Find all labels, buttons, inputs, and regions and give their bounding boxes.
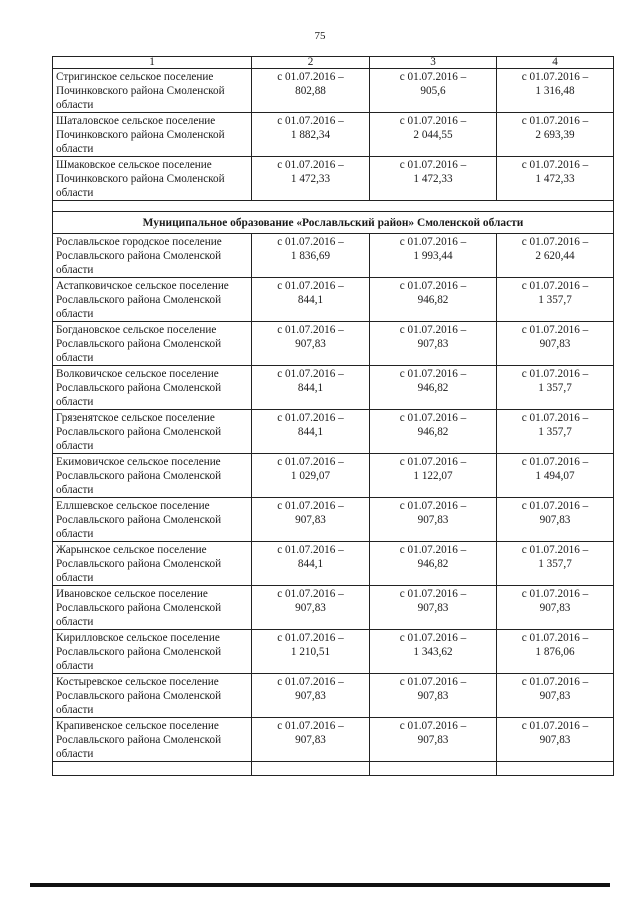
tariff-cell-col2 (252, 366, 370, 410)
table-row (53, 586, 614, 630)
tariff-cell-col2 (252, 542, 370, 586)
tariff-cell-col4 (497, 366, 614, 410)
table-row (53, 278, 614, 322)
tariff-value: 907,83 (295, 338, 326, 350)
tariff-cell-col2 (252, 674, 370, 718)
tariff-value: 2 620,44 (535, 250, 575, 262)
settlement-name: Волковичское сельское поселение Рославльского района Смоленской области (53, 366, 252, 410)
table-body-top (53, 69, 614, 201)
table-row (53, 630, 614, 674)
column-header-4: 4 (497, 57, 614, 69)
tariff-cell-col3 (370, 630, 497, 674)
tariff-date: с 01.07.2016 – (521, 632, 589, 644)
tariff-cell-col4 (497, 630, 614, 674)
tariff-value: 907,83 (295, 602, 326, 614)
page-number: 75 (314, 30, 326, 42)
tariff-value: 844,1 (297, 558, 324, 570)
tariff-date: с 01.07.2016 – (399, 456, 467, 468)
tariff-value: 844,1 (297, 294, 324, 306)
settlement-name: Крапивенское сельское поселение Рославльского района Смоленской области (53, 718, 252, 762)
settlement-name: Екимовичское сельское поселение Рославльского района Смоленской области (53, 454, 252, 498)
settlement-name: Рославльское городское поселение Рославльского района Смоленской области (53, 234, 252, 278)
settlement-name: Еллшевское сельское поселение Рославльского района Смоленской области (53, 498, 252, 542)
tariff-date: с 01.07.2016 – (521, 115, 589, 127)
tariff-cell-col3 (370, 454, 497, 498)
tariff-cell-col2 (252, 113, 370, 157)
tariff-date: с 01.07.2016 – (399, 280, 467, 292)
tariff-date: с 01.07.2016 – (277, 412, 344, 424)
settlement-name: Шмаковское сельское поселение Починковского района Смоленской области (53, 157, 252, 201)
tariff-value: 1 357,7 (538, 426, 572, 438)
tariff-date: с 01.07.2016 – (399, 676, 467, 688)
tariff-value: 844,1 (297, 382, 324, 394)
table-row (53, 366, 614, 410)
tariff-cell-col2 (252, 234, 370, 278)
tariff-date: с 01.07.2016 – (277, 632, 344, 644)
tariff-value: 1 494,07 (535, 470, 575, 482)
tariff-value: 1 029,07 (290, 470, 331, 482)
tariff-cell-col3 (370, 69, 497, 113)
settlement-name: Жарынское сельское поселение Рославльского района Смоленской области (53, 542, 252, 586)
settlement-name: Грязенятское сельское поселение Рославльского района Смоленской области (53, 410, 252, 454)
tariff-cell-col4 (497, 454, 614, 498)
tariff-date: с 01.07.2016 – (399, 632, 467, 644)
tariff-date: с 01.07.2016 – (521, 236, 589, 248)
tariff-cell-col2 (252, 322, 370, 366)
section-header-row (53, 212, 614, 234)
tariff-cell-col4 (497, 542, 614, 586)
settlement-name: Шаталовское сельское поселение Починковского района Смоленской области (53, 113, 252, 157)
tariff-date: с 01.07.2016 – (399, 720, 467, 732)
tariff-date: с 01.07.2016 – (399, 368, 467, 380)
tariff-value: 1 343,62 (413, 646, 453, 658)
settlement-name: Стригинское сельское поселение Починковского района Смоленской области (53, 69, 252, 113)
table-body-bottom (53, 234, 614, 762)
tariff-cell-col2 (252, 454, 370, 498)
tariff-cell-col3 (370, 410, 497, 454)
tariff-date: с 01.07.2016 – (399, 324, 467, 336)
table-row (53, 498, 614, 542)
tariff-value: 2 693,39 (535, 129, 575, 141)
tariff-date: с 01.07.2016 – (277, 456, 344, 468)
tariff-value: 1 472,33 (290, 173, 331, 185)
tariff-cell-col2 (252, 278, 370, 322)
tariff-value: 1 357,7 (538, 294, 572, 306)
tariff-cell-col3 (370, 586, 497, 630)
tariff-date: с 01.07.2016 – (399, 500, 467, 512)
tariff-cell-col4 (497, 586, 614, 630)
column-number-row (53, 57, 614, 69)
tariff-cell-col3 (370, 366, 497, 410)
table-row (53, 454, 614, 498)
tariff-value: 907,83 (295, 690, 326, 702)
settlement-name: Костыревское сельское поселение Рославльского района Смоленской области (53, 674, 252, 718)
tariff-date: с 01.07.2016 – (521, 588, 589, 600)
table-row (53, 674, 614, 718)
tariff-value: 907,83 (417, 690, 449, 702)
tariff-value: 1 210,51 (290, 646, 331, 658)
column-header-3: 3 (370, 57, 497, 69)
tariff-cell-col4 (497, 410, 614, 454)
tariff-cell-col4 (497, 157, 614, 201)
tariff-cell-col4 (497, 718, 614, 762)
tariff-value: 802,88 (295, 85, 326, 97)
tariff-date: с 01.07.2016 – (399, 71, 467, 83)
tariff-cell-col2 (252, 718, 370, 762)
tariff-cell-col4 (497, 498, 614, 542)
tariff-value: 946,82 (417, 558, 449, 570)
tariff-date: с 01.07.2016 – (277, 280, 344, 292)
tariff-date: с 01.07.2016 – (521, 368, 589, 380)
table-row (53, 322, 614, 366)
table-row (53, 157, 614, 201)
tariff-date: с 01.07.2016 – (277, 676, 344, 688)
tariff-cell-col3 (370, 234, 497, 278)
tariff-cell-col2 (252, 410, 370, 454)
tariff-date: с 01.07.2016 – (277, 368, 344, 380)
table-row (53, 542, 614, 586)
column-header-2: 2 (252, 57, 370, 69)
tariff-cell-col3 (370, 278, 497, 322)
tariff-cell-col4 (497, 674, 614, 718)
tariff-date: с 01.07.2016 – (521, 324, 589, 336)
tariff-cell-col3 (370, 498, 497, 542)
tariff-date: с 01.07.2016 – (399, 544, 467, 556)
tariff-value: 844,1 (297, 426, 324, 438)
tariff-date: с 01.07.2016 – (399, 236, 467, 248)
settlement-name: Астапковичское сельское поселение Рославльского района Смоленской области (53, 278, 252, 322)
tariff-cell-col4 (497, 113, 614, 157)
tariff-cell-col2 (252, 69, 370, 113)
tariff-value: 1 122,07 (413, 470, 453, 482)
tariff-value: 907,83 (417, 734, 449, 746)
tariff-date: с 01.07.2016 – (521, 544, 589, 556)
tariff-cell-col3 (370, 542, 497, 586)
tariff-cell-col2 (252, 630, 370, 674)
tariff-cell-col3 (370, 718, 497, 762)
tariff-value: 907,83 (539, 734, 571, 746)
tariff-date: с 01.07.2016 – (521, 720, 589, 732)
table-row (53, 113, 614, 157)
tariff-cell-col3 (370, 113, 497, 157)
tariff-value: 1 357,7 (538, 558, 572, 570)
tariff-value: 1 472,33 (535, 173, 575, 185)
tariff-cell-col3 (370, 674, 497, 718)
tariff-table (52, 56, 614, 776)
tariff-value: 946,82 (417, 294, 449, 306)
tariff-cell-col4 (497, 278, 614, 322)
table-row (53, 69, 614, 113)
tariff-date: с 01.07.2016 – (521, 500, 589, 512)
tariff-date: с 01.07.2016 – (521, 159, 589, 171)
tariff-value: 946,82 (417, 426, 449, 438)
tariff-date: с 01.07.2016 – (277, 236, 344, 248)
settlement-name: Кирилловское сельское поселение Рославльского района Смоленской области (53, 630, 252, 674)
tariff-value: 1 836,69 (290, 250, 331, 262)
tariff-cell-col2 (252, 586, 370, 630)
table-row (53, 410, 614, 454)
tariff-value: 1 316,48 (535, 85, 575, 97)
spacer-row (53, 201, 614, 212)
tariff-value: 946,82 (417, 382, 449, 394)
tariff-value: 1 357,7 (538, 382, 572, 394)
settlement-name: Богдановское сельское поселение Рославльского района Смоленской области (53, 322, 252, 366)
tariff-date: с 01.07.2016 – (399, 588, 467, 600)
tariff-date: с 01.07.2016 – (521, 71, 589, 83)
tariff-date: с 01.07.2016 – (521, 412, 589, 424)
tariff-cell-col3 (370, 157, 497, 201)
tariff-cell-col2 (252, 498, 370, 542)
tariff-value: 907,83 (295, 514, 326, 526)
tariff-date: с 01.07.2016 – (399, 412, 467, 424)
tariff-date: с 01.07.2016 – (399, 159, 467, 171)
tariff-cell-col3 (370, 322, 497, 366)
tariff-date: с 01.07.2016 – (277, 544, 344, 556)
section-block (53, 201, 614, 234)
column-header-1: 1 (53, 57, 252, 69)
tariff-cell-col4 (497, 322, 614, 366)
tariff-value: 1 472,33 (413, 173, 453, 185)
tariff-date: с 01.07.2016 – (399, 115, 467, 127)
tariff-value: 907,83 (417, 338, 449, 350)
tariff-date: с 01.07.2016 – (277, 71, 344, 83)
tariff-value: 1 882,34 (290, 129, 331, 141)
tariff-date: с 01.07.2016 – (521, 676, 589, 688)
tariff-value: 907,83 (417, 514, 449, 526)
footer-rule (30, 883, 610, 887)
tariff-date: с 01.07.2016 – (277, 500, 344, 512)
tariff-value: 907,83 (539, 602, 571, 614)
tariff-date: с 01.07.2016 – (521, 456, 589, 468)
tariff-date: с 01.07.2016 – (277, 159, 344, 171)
tariff-value: 907,83 (539, 690, 571, 702)
settlement-name: Ивановское сельское поселение Рославльского района Смоленской области (53, 586, 252, 630)
tariff-value: 1 876,06 (535, 646, 575, 658)
tariff-value: 907,83 (539, 514, 571, 526)
tariff-date: с 01.07.2016 – (277, 588, 344, 600)
tariff-value: 905,6 (420, 85, 446, 97)
tariff-date: с 01.07.2016 – (277, 720, 344, 732)
section-header: Муниципальное образование «Рославльский район» Смоленской области (53, 212, 614, 234)
table-row (53, 718, 614, 762)
tariff-value: 907,83 (539, 338, 571, 350)
tariff-value: 1 993,44 (413, 250, 453, 262)
table-row (53, 234, 614, 278)
tariff-cell-col4 (497, 69, 614, 113)
tariff-value: 907,83 (417, 602, 449, 614)
tariff-cell-col2 (252, 157, 370, 201)
tariff-date: с 01.07.2016 – (277, 324, 344, 336)
tariff-date: с 01.07.2016 – (277, 115, 344, 127)
tariff-value: 2 044,55 (413, 129, 453, 141)
tariff-value: 907,83 (295, 734, 326, 746)
tariff-date: с 01.07.2016 – (521, 280, 589, 292)
tariff-cell-col4 (497, 234, 614, 278)
table-end-row (53, 762, 614, 776)
